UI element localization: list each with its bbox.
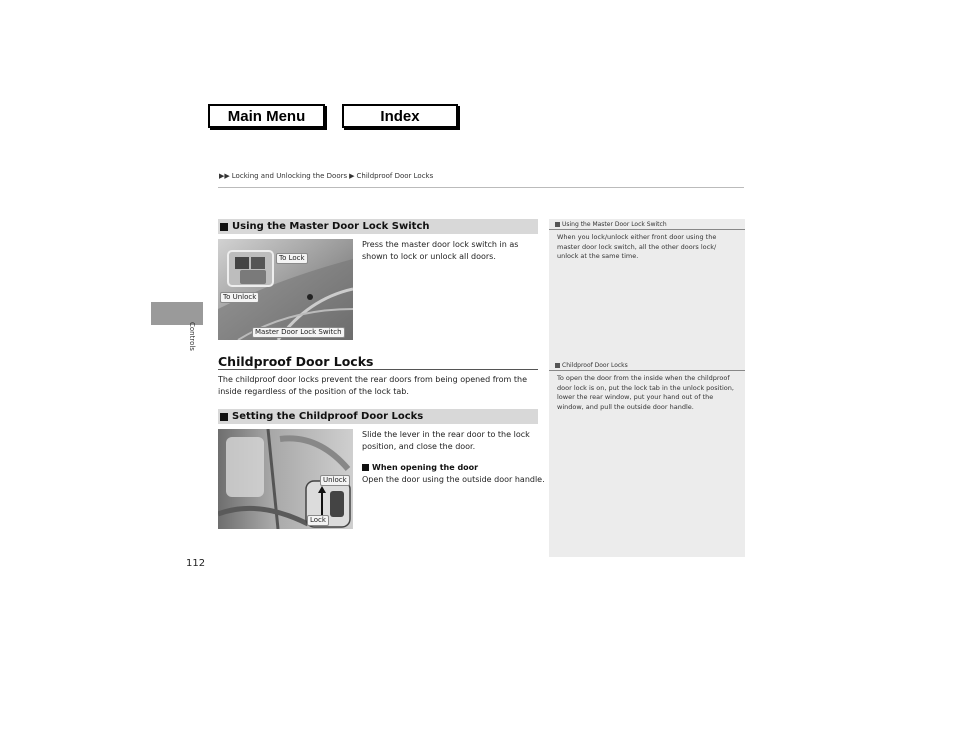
- breadcrumb-arrow-icon: ▶▶: [219, 172, 230, 180]
- page-heading-childproof: Childproof Door Locks: [218, 354, 374, 369]
- section-title: Using the Master Door Lock Switch: [232, 221, 430, 232]
- section-heading-master-switch: [218, 219, 538, 234]
- master-switch-illustration: [218, 239, 353, 340]
- square-bullet-icon: [220, 223, 228, 231]
- callout-unlock: Unlock: [320, 475, 350, 486]
- note-reference-icon: [555, 363, 560, 368]
- chapter-label: Controls: [188, 322, 196, 351]
- note-title: [555, 221, 739, 228]
- section-heading-setting-childproof: [218, 409, 538, 424]
- note-title-text: Childproof Door Locks: [562, 362, 628, 369]
- note-master-switch: [555, 221, 739, 262]
- note-text: When you lock/unlock either front door using the master door lock switch, all the other doors lock/ unlock at the same time.: [557, 233, 717, 260]
- section-title: Setting the Childproof Door Locks: [232, 411, 424, 422]
- main-menu-button[interactable]: Main Menu: [208, 104, 325, 128]
- callout-master-switch: Master Door Lock Switch: [252, 327, 345, 338]
- breadcrumb-arrow-icon: ▶: [349, 172, 355, 180]
- breadcrumb-current: Childproof Door Locks: [356, 172, 434, 180]
- callout-to-unlock: To Unlock: [220, 292, 259, 303]
- callout-to-lock: To Lock: [276, 253, 308, 264]
- header-divider: [218, 187, 744, 188]
- note-text: To open the door from the inside when the childproof door lock is on, put the lock tab in the unlock position, lower the rear window, put your hand out of the window, and pull the outside door handle.: [557, 374, 734, 411]
- breadcrumb-link-locking[interactable]: Locking and Unlocking the Doors: [231, 172, 348, 180]
- childproof-intro: The childproof door locks prevent the rear doors from being opened from the inside regardless of the position of the lock tab.: [218, 375, 528, 396]
- square-bullet-icon: [362, 464, 369, 471]
- sub-heading-text: When opening the door: [372, 463, 479, 472]
- page-number: 112: [186, 558, 206, 569]
- breadcrumb: [219, 172, 433, 180]
- index-button[interactable]: Index: [342, 104, 458, 128]
- heading-underline: [218, 369, 538, 370]
- note-title-text: Using the Master Door Lock Switch: [562, 221, 667, 228]
- sub-heading-opening: [362, 463, 478, 472]
- childproof-lock-illustration: [218, 429, 353, 529]
- opening-instructions: Open the door using the outside door handle.: [362, 475, 545, 484]
- square-bullet-icon: [220, 413, 228, 421]
- note-divider: [549, 370, 745, 371]
- callout-lock: Lock: [307, 515, 329, 526]
- note-divider: [549, 229, 745, 230]
- note-title: [555, 362, 739, 369]
- note-childproof: [555, 362, 739, 412]
- master-switch-instructions: Press the master door lock switch in as shown to lock or unlock all doors.: [362, 240, 519, 261]
- setting-childproof-instructions: Slide the lever in the rear door to the lock position, and close the door.: [362, 430, 530, 451]
- note-reference-icon: [555, 222, 560, 227]
